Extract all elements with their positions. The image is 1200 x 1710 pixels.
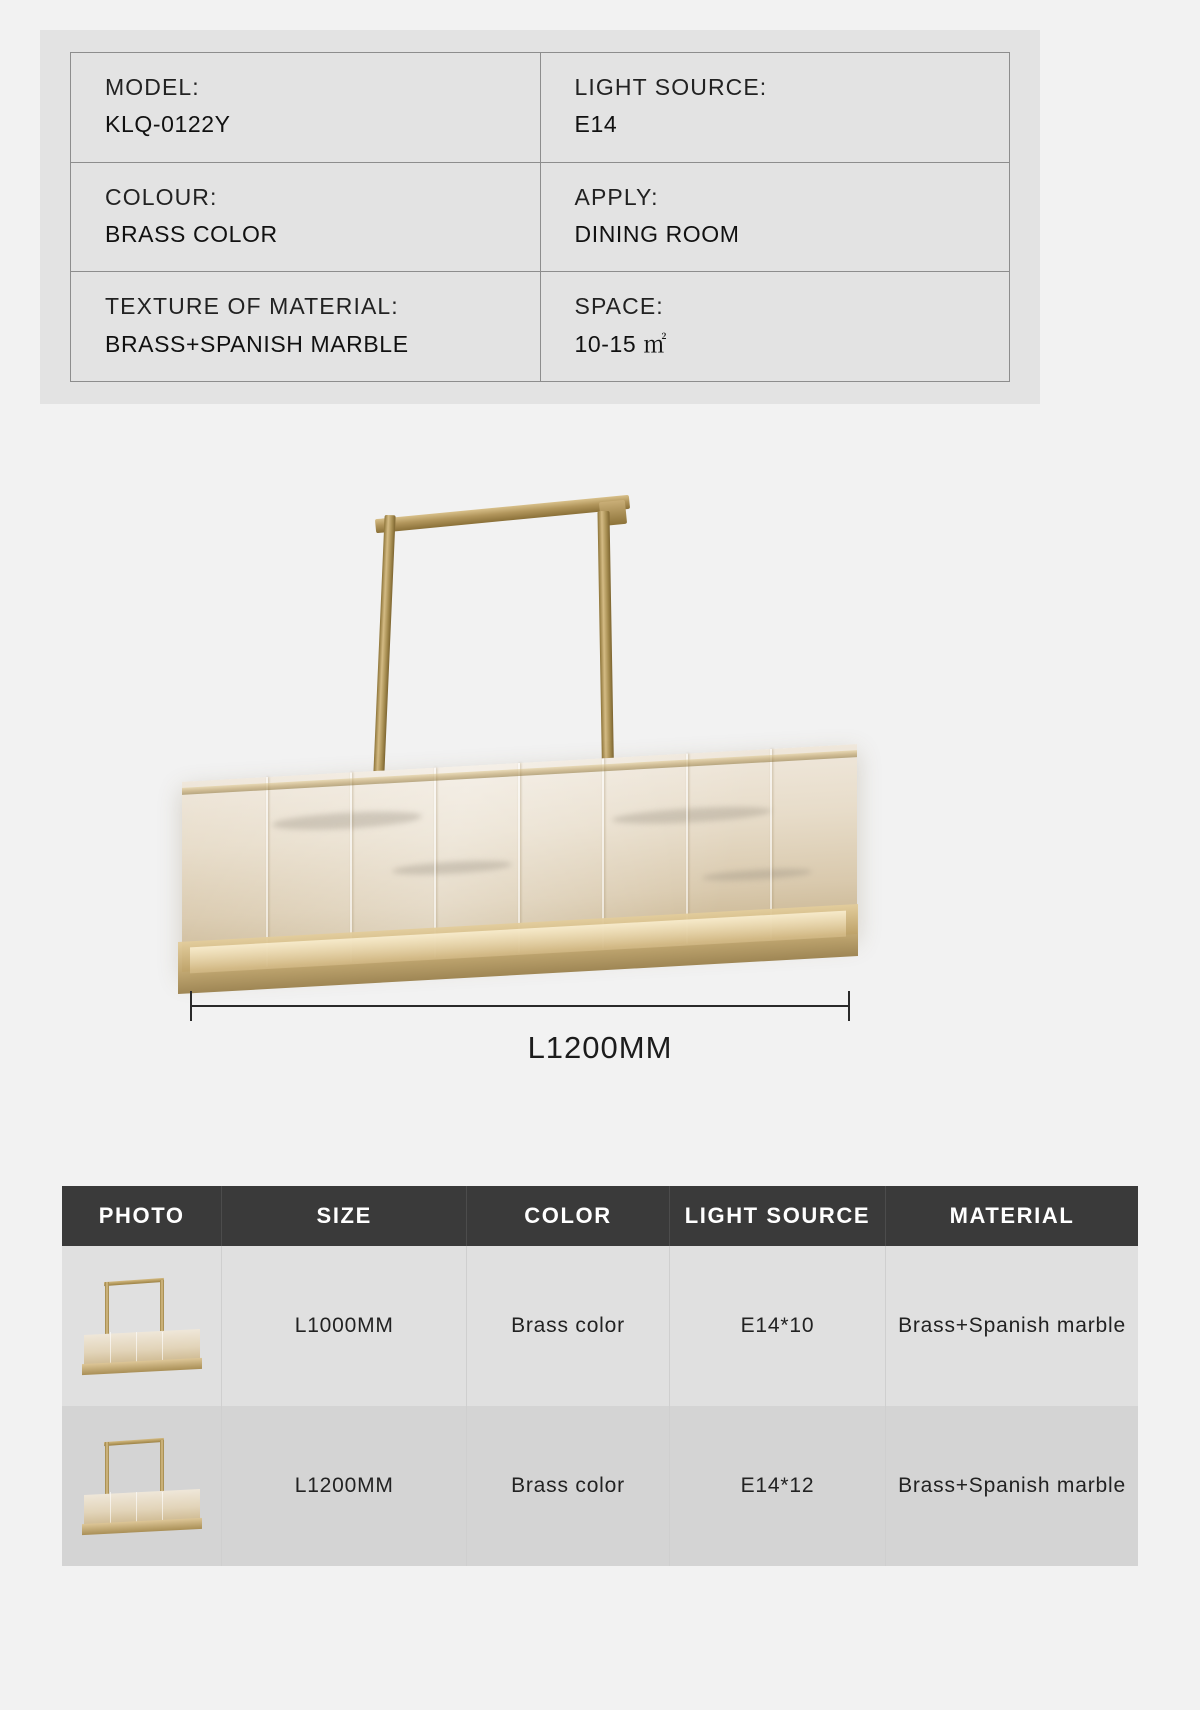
spec-value: BRASS COLOR [105,221,278,248]
table-row [71,162,1010,272]
marble-vein [702,867,812,883]
thumb-rod-right [160,1440,164,1496]
dimension-line [190,1005,850,1007]
marble-vein [612,804,772,827]
thumb-seam [136,1492,137,1524]
thumb-rod-left [105,1442,109,1500]
ceiling-canopy [375,495,630,533]
chandelier-illustration [170,475,870,995]
cell-material: Brass+Spanish marble [886,1406,1139,1566]
chandelier-thumbnail-icon [78,1274,206,1378]
cell-size: L1200MM [222,1406,467,1566]
thumb-seam [110,1492,111,1524]
cell-color: Brass color [467,1406,670,1566]
column-header-light-source: LIGHT SOURCE [669,1186,885,1246]
spec-cell-apply [540,162,1010,272]
specification-table [70,52,1010,382]
dimension-label: L1200MM [527,1030,673,1065]
spec-label: TEXTURE OF MATERIAL: [105,293,399,320]
cell-light-source: E14*12 [669,1406,885,1566]
table-row [71,53,1010,163]
thumb-seam [136,1332,137,1364]
spec-value: BRASS+SPANISH MARBLE [105,330,409,357]
spec-cell-texture [71,272,541,382]
column-header-size: SIZE [222,1186,467,1246]
thumb-seam [110,1332,111,1364]
spec-value: E14 [574,111,618,138]
cell-size: L1000MM [222,1246,467,1406]
options-panel [62,1186,1138,1566]
options-table [62,1186,1138,1566]
column-header-material: MATERIAL [886,1186,1139,1246]
spec-cell-colour [71,162,541,272]
table-row [62,1246,1138,1406]
cell-material: Brass+Spanish marble [886,1246,1139,1406]
thumb-canopy [104,1278,164,1286]
cell-light-source: E14*10 [669,1246,885,1406]
spec-value: DINING ROOM [574,221,740,248]
spec-label: MODEL: [105,74,200,100]
spec-value: KLQ-0122Y [105,111,231,138]
column-header-photo: PHOTO [62,1186,222,1246]
spec-label: LIGHT SOURCE: [574,74,768,100]
spec-value: 10-15 ㎡ [574,330,667,357]
spec-label: APPLY: [574,183,659,210]
spec-label: SPACE: [574,293,664,320]
chandelier-thumbnail-icon [78,1434,206,1538]
spec-cell-light-source [540,53,1010,163]
thumb-rod-left [105,1282,109,1340]
thumb-rod-right [160,1280,164,1336]
spec-cell-model [71,53,541,163]
table-row [71,272,1010,382]
thumb-canopy [104,1438,164,1446]
table-row [62,1406,1138,1566]
cell-color: Brass color [467,1246,670,1406]
spec-cell-space [540,272,1010,382]
spec-label: COLOUR: [105,183,218,210]
cell-photo [62,1246,222,1406]
cell-photo [62,1406,222,1566]
marble-vein [392,858,512,877]
marble-vein [272,808,422,832]
product-image-area [0,430,1200,1120]
table-header-row [62,1186,1138,1246]
column-header-color: COLOR [467,1186,670,1246]
specification-panel [40,30,1040,404]
